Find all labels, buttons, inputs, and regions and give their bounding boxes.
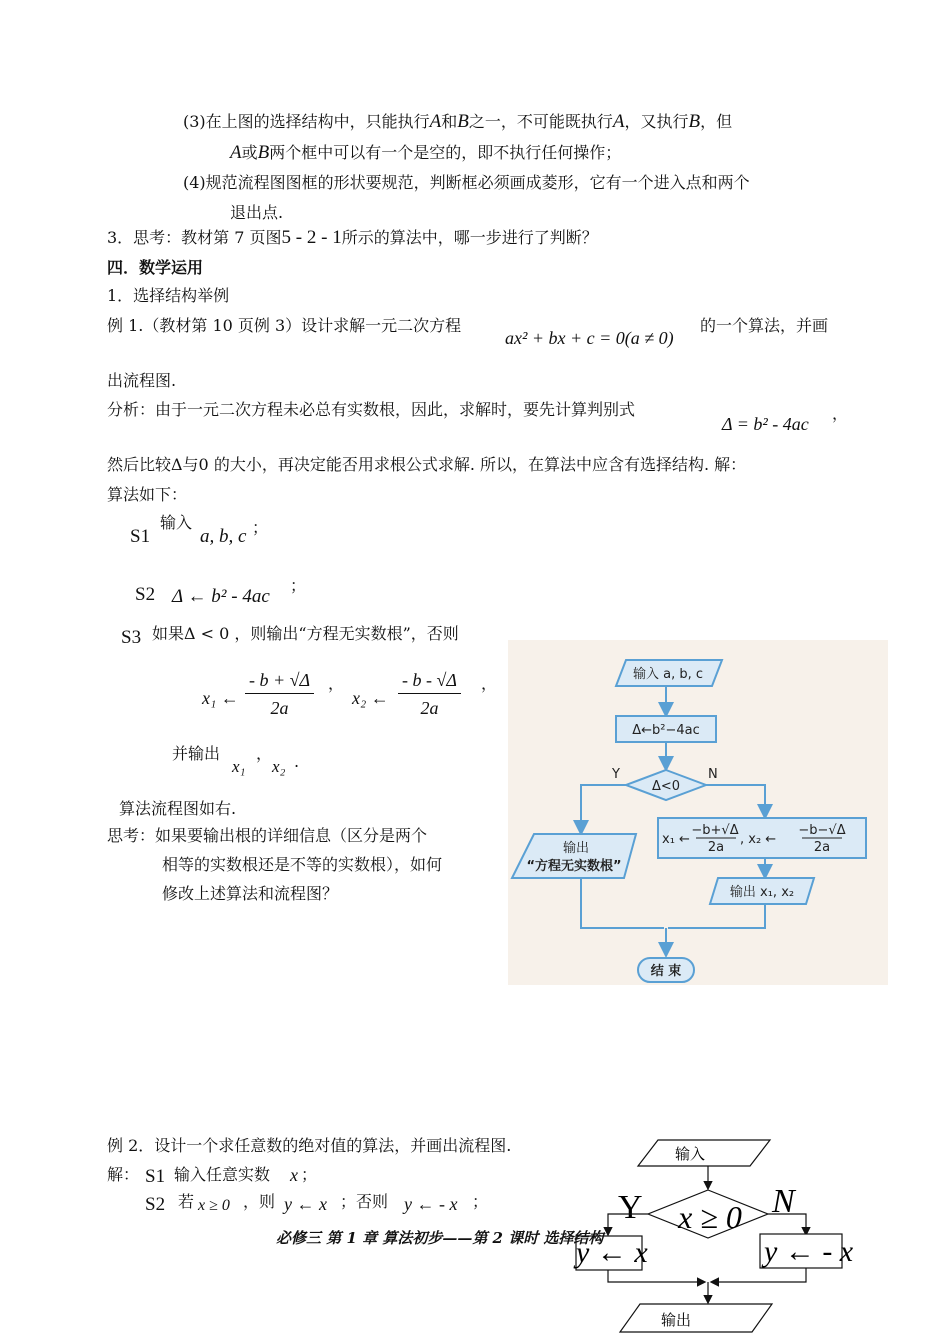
fc1-roots-x1: x₁ ← [662,832,690,847]
solution-s1-text: 输入任意实数 [174,1165,271,1184]
fc2-yes-label: Y [618,1189,643,1226]
item-3-line: (3)在上图的选择结构中，只能执行A和B之一，不可能既执行A，又执行B，但 [183,111,733,132]
flowchart-figure-1 [508,640,888,985]
example-1-title-end: 的一个算法，并画 [700,316,829,335]
step-s1-vars: a, b, c [200,526,247,547]
fc2-left-label: y ← x [576,1236,648,1269]
step-s1-end: ； [252,518,269,537]
fc1-decision-label: Δ<0 [651,779,681,794]
think-line-3: 修改上述算法和流程图？ [162,884,339,903]
x2-fraction [398,670,461,719]
analysis-line-3: 算法如下： [107,485,188,504]
x1-numerator: - b + √Δ [245,670,314,694]
fc1-end-label: 结 束 [650,964,682,979]
item-4-line-2: 退出点. [230,203,284,222]
fc2-right-label: y ← - x [764,1235,854,1268]
analysis-comma: ， [832,404,849,423]
example-1-title-cont: 出流程图. [107,371,177,390]
fc1-no-label: N [708,767,718,782]
solution-s2-label: S2 [145,1194,166,1215]
fc2-output-label: 输出 [660,1311,692,1329]
x1-lhs: x₁ ← [202,688,239,708]
step-s2-end: ； [290,576,307,595]
step-s1-text: 输入 [160,513,193,532]
solution-s2-end: ； [472,1192,489,1211]
solution-s2-else: ；否则 [340,1192,389,1211]
output-x2: x₂ [272,757,286,776]
solution-s2-assign-1: y ← x [284,1194,327,1214]
fc1-yes-label: Y [612,767,620,782]
step-s3-text: 如果Δ < 0 ，则输出“方程无实数根”，否则 [152,624,459,643]
output-sep: ， [256,744,273,763]
fc1-output-no-root-line1: 输出 [562,841,590,856]
solution-s2-cond: x ≥ 0 [198,1197,230,1214]
discriminant-formula: Δ = b² - 4ac [722,414,809,434]
output-end: . [294,752,300,771]
fc1-output-no-root-line2: “方程无实数根” [526,859,622,874]
fc1-roots-x2-num: −b−√Δ [798,823,846,838]
solution-s1-end: ； [301,1165,318,1184]
output-x1: x₁ [232,757,246,776]
example-2-title: 例 2．设计一个求任意数的绝对值的算法，并画出流程图. [107,1136,512,1155]
flowchart-1-svg [508,640,888,985]
solution-label: 解： [107,1165,140,1184]
fc1-input-label: 输入 a, b, c [632,667,704,682]
think-line-1: 思考：如果要输出根的详细信息（区分是两个 [107,826,428,845]
x2-numerator: - b - √Δ [398,670,461,694]
equation-quadratic: ax² + bx + c = 0(a ≠ 0) [505,328,674,348]
solution-s2-if: 若 [178,1192,195,1211]
example-1-title: 例 1.（教材第 10 页例 3）设计求解一元二次方程 [107,316,462,335]
solution-s1-label: S1 [145,1166,166,1187]
page-footer: 必修三 第 1 章 算法初步——第 2 课时 选择结构 [276,1229,604,1247]
x2-denominator: 2a [420,698,439,718]
fc1-roots-x2-den: 2a [813,840,831,855]
x1-fraction [245,670,314,719]
question-3: 3．思考：教材第 7 页图5 - 2 - 1所示的算法中，哪一步进行了判断？ [107,227,598,248]
think-line-2: 相等的实数根还是不等的实数根），如何 [162,855,443,874]
fc1-roots-x2: , x₂ ← [740,832,777,847]
subsection-heading: 1．选择结构举例 [107,286,230,305]
item-4-line: (4)规范流程图图框的形状要规范，判断框必须画成菱形，它有一个进入点和两个 [183,173,750,192]
flowchart-figure-2 [560,1130,950,1342]
flowchart-note: 算法流程图如右. [119,799,237,818]
item-3-line-2: A或B两个框中可以有一个是空的，即不执行任何操作； [230,142,622,163]
solution-s2-assign-2: y ← - x [404,1194,458,1214]
x1-denominator: 2a [270,698,289,718]
step-s2-label: S2 [135,584,156,605]
fc1-output-roots-label: 输出 x₁, x₂ [729,885,795,900]
x2-lhs: x₂ ← [352,688,389,708]
step-s1-label: S1 [130,526,151,547]
step-s3-label: S3 [121,627,142,648]
analysis-line: 分析：由于一元二次方程未必总有实数根，因此，求解时，要先计算判别式 [107,400,636,419]
analysis-line-2: 然后比较Δ与0 的大小，再决定能否用求根公式求解. 所以，在算法中应含有选择结构. 解： [107,455,747,474]
fc2-no-label: N [772,1183,795,1220]
solution-s2-then: ，则 [243,1192,276,1211]
formula-separator: ， [328,674,345,693]
formula-separator-2: ， [481,674,498,693]
fc2-condition: x ≥ 0 [678,1199,742,1235]
fc1-assign-label: Δ←b²−4ac [632,723,700,738]
fc1-roots-x1-den: 2a [707,840,725,855]
output-text: 并输出 [172,744,221,763]
step-s2-formula: Δ ← b² - 4ac [172,586,270,607]
fc1-roots-x1-num: −b+√Δ [691,823,739,838]
solution-s1-var: x [290,1165,298,1185]
fc2-output-box [620,1304,772,1332]
section-heading: 四．数学运用 [107,258,204,277]
fc2-input-label: 输入 [674,1145,706,1163]
